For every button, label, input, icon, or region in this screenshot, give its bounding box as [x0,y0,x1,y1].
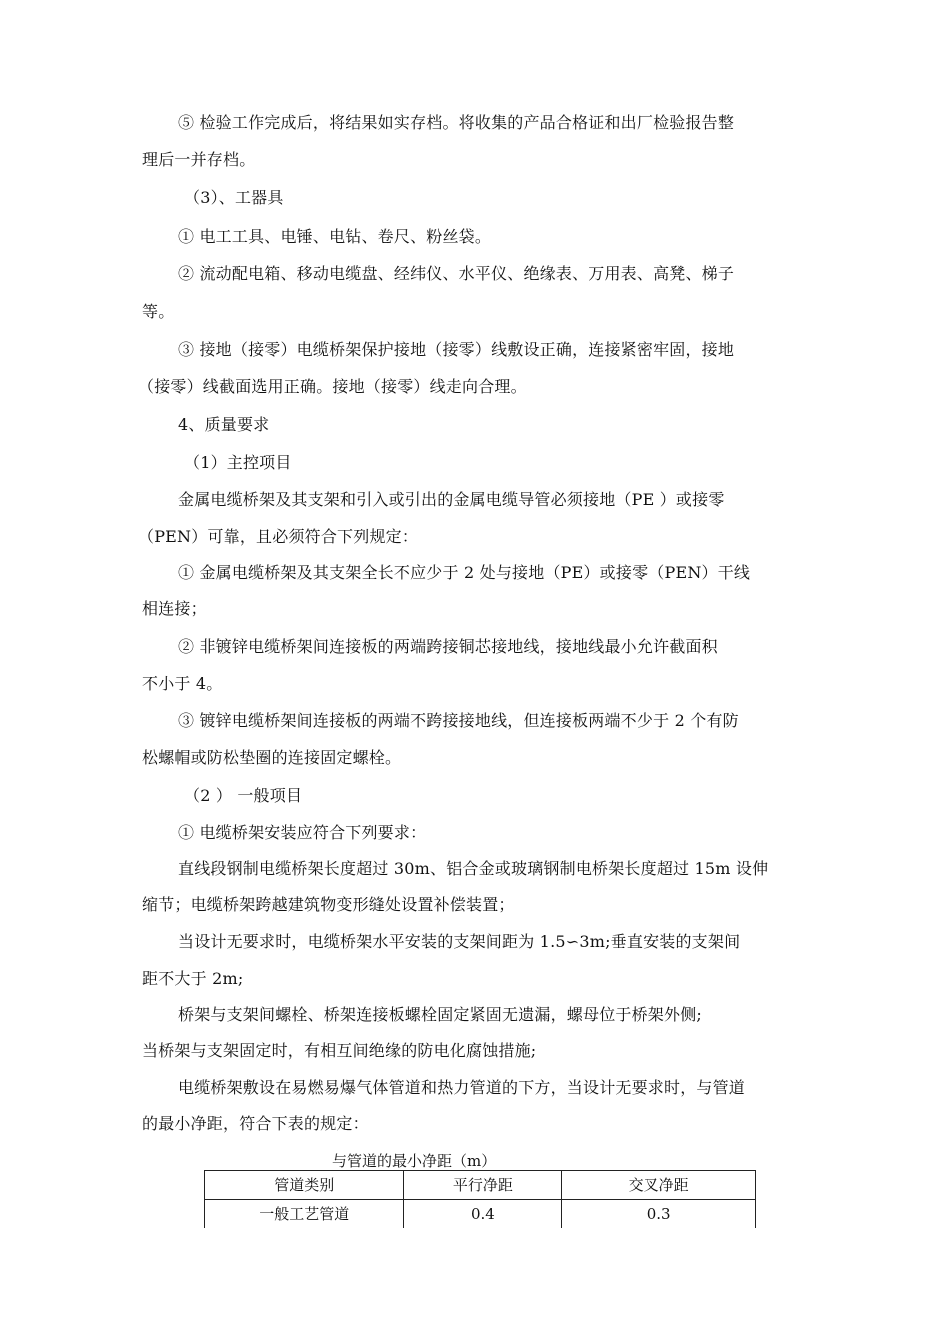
text-line: ⑤ 检验工作完成后，将结果如实存档。将收集的产品合格证和出厂检验报告整 [178,113,735,132]
text-line: 距不大于 2m; [142,969,244,988]
text-line: （接零）线截面选用正确。接地（接零）线走向合理。 [138,377,527,396]
text-line: 桥架与支架间螺栓、桥架连接板螺栓固定紧固无遗漏，螺母位于桥架外侧; [178,1005,702,1024]
text-line: ③ 接地（接零）电缆桥架保护接地（接零）线敷设正确，连接紧密牢固，接地 [178,340,735,359]
text-line: 理后一并存档。 [142,150,256,169]
text-line: ③ 镀锌电缆桥架间连接板的两端不跨接接地线，但连接板两端不少于 2 个有防 [178,711,739,730]
text-line: 的最小净距，符合下表的规定： [142,1114,369,1133]
text-line: 电缆桥架敷设在易燃易爆气体管道和热力管道的下方，当设计无要求时，与管道 [178,1078,746,1097]
text-line: （3）、工器具 [184,188,284,207]
table-header-cell: 交叉净距 [562,1171,756,1200]
table-row [205,1200,756,1229]
table-header-cell: 平行净距 [404,1171,562,1200]
text-line: 松螺帽或防松垫圈的连接固定螺栓。 [142,748,402,767]
table-cell: 一般工艺管道 [205,1200,404,1229]
text-line: ① 电工工具、电锤、电钻、卷尺、粉丝袋。 [178,227,492,246]
text-line: ② 非镀锌电缆桥架间连接板的两端跨接铜芯接地线，接地线最小允许截面积 [178,637,718,656]
subsection-heading: （2 ） 一般项目 [184,786,303,805]
table-cell: 0.4 [404,1200,562,1229]
text-line: 等。 [142,302,175,321]
text-line: 相连接； [142,599,207,618]
text-line: ② 流动配电箱、移动电缆盘、经纬仪、水平仪、绝缘表、万用表、高凳、梯子 [178,264,735,283]
text-line: 当设计无要求时，电缆桥架水平安装的支架间距为 1.5∽3m;垂直安装的支架间 [178,932,741,951]
distance-table [204,1170,756,1228]
text-line: ① 金属电缆桥架及其支架全长不应少于 2 处与接地（PE）或接零（PEN）干线 [178,563,751,582]
text-line: 不小于 4。 [142,674,223,693]
table-header-row [205,1171,756,1200]
table-title: 与管道的最小净距（m） [332,1152,497,1170]
text-line: 直线段钢制电缆桥架长度超过 30m、铝合金或玻璃钢制电桥架长度超过 15m 设伸 [178,859,769,878]
subsection-heading: （1）主控项目 [184,453,292,472]
text-line: 当桥架与支架固定时，有相互间绝缘的防电化腐蚀措施; [142,1041,537,1060]
table-header-cell: 管道类别 [205,1171,404,1200]
text-line: 缩节；电缆桥架跨越建筑物变形缝处设置补偿装置； [142,895,515,914]
section-heading: 4、质量要求 [178,415,270,434]
text-line: ① 电缆桥架安装应符合下列要求： [178,823,427,842]
text-line: （PEN）可靠，且必须符合下列规定： [138,527,419,546]
text-line: 金属电缆桥架及其支架和引入或引出的金属电缆导管必须接地（PE ）或接零 [178,490,725,509]
table-cell: 0.3 [562,1200,756,1229]
